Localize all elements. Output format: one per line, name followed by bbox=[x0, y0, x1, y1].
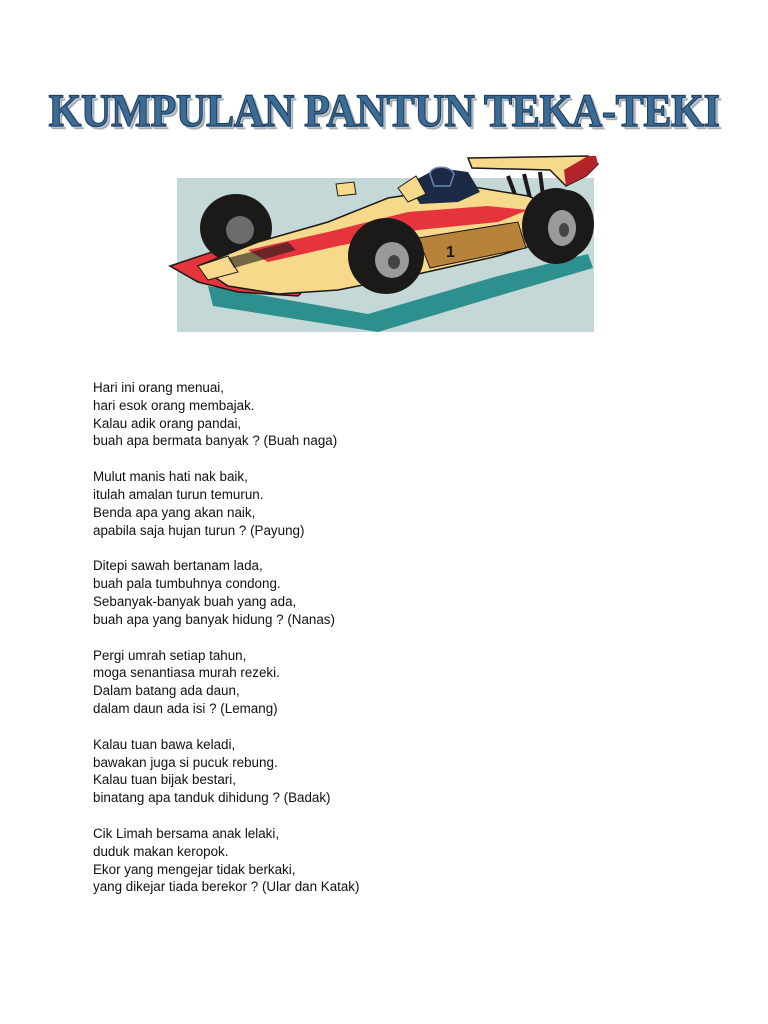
stanza-line: Ditepi sawah bertanam lada, bbox=[93, 558, 263, 574]
stanza-line: Cik Limah bersama anak lelaki, bbox=[93, 825, 280, 841]
stanza-line: Benda apa yang akan naik, bbox=[93, 504, 256, 520]
pantun-stanza-6 bbox=[93, 825, 653, 896]
stanza-line: hari esok orang membajak. bbox=[93, 397, 255, 413]
driver-helmet bbox=[430, 167, 454, 186]
stanza-line: Kalau tuan bawa keladi, bbox=[93, 736, 236, 752]
stanza-line: dalam daun ada isi ? (Lemang) bbox=[93, 700, 278, 716]
pantun-list bbox=[93, 379, 653, 914]
pantun-stanza-4 bbox=[93, 647, 653, 718]
stanza-line: Ekor yang mengejar tidak berkaki, bbox=[93, 861, 296, 877]
stanza-line: buah pala tumbuhnya condong. bbox=[93, 576, 281, 592]
stanza-line: bawakan juga si pucuk rebung. bbox=[93, 754, 278, 770]
stanza-line: moga senantiasa murah rezeki. bbox=[93, 665, 280, 681]
stanza-line: duduk makan keropok. bbox=[93, 843, 229, 859]
pantun-stanza-3 bbox=[93, 557, 653, 628]
rear-hub-center bbox=[559, 223, 569, 237]
stanza-line: Kalau adik orang pandai, bbox=[93, 415, 242, 431]
pantun-stanza-1 bbox=[93, 379, 653, 450]
front-hub-far bbox=[226, 216, 254, 244]
stanza-line: Dalam batang ada daun, bbox=[93, 683, 240, 699]
pantun-stanza-5 bbox=[93, 736, 653, 807]
race-car-illustration bbox=[168, 146, 604, 336]
stanza-line: itulah amalan turun temurun. bbox=[93, 486, 264, 502]
stanza-line: Sebanyak-banyak buah yang ada, bbox=[93, 593, 297, 609]
stanza-line: buah apa bermata banyak ? (Buah naga) bbox=[93, 433, 338, 449]
car-number: 1 bbox=[446, 244, 455, 261]
stanza-line: apabila saja hujan turun ? (Payung) bbox=[93, 522, 305, 538]
pantun-stanza-2 bbox=[93, 468, 653, 539]
front-hub-center bbox=[388, 255, 400, 269]
stanza-line: buah apa yang banyak hidung ? (Nanas) bbox=[93, 611, 335, 627]
page-title: KUMPULAN PANTUN TEKA-TEKI bbox=[48, 85, 720, 137]
stanza-line: Mulut manis hati nak baik, bbox=[93, 469, 248, 485]
stanza-line: Kalau tuan bijak bestari, bbox=[93, 772, 236, 788]
stanza-line: Pergi umrah setiap tahun, bbox=[93, 647, 247, 663]
stanza-line: binatang apa tanduk dihidung ? (Badak) bbox=[93, 790, 331, 806]
stanza-line: Hari ini orang menuai, bbox=[93, 380, 224, 395]
stanza-line: yang dikejar tiada berekor ? (Ular dan Katak) bbox=[93, 879, 360, 895]
intake bbox=[336, 182, 356, 196]
